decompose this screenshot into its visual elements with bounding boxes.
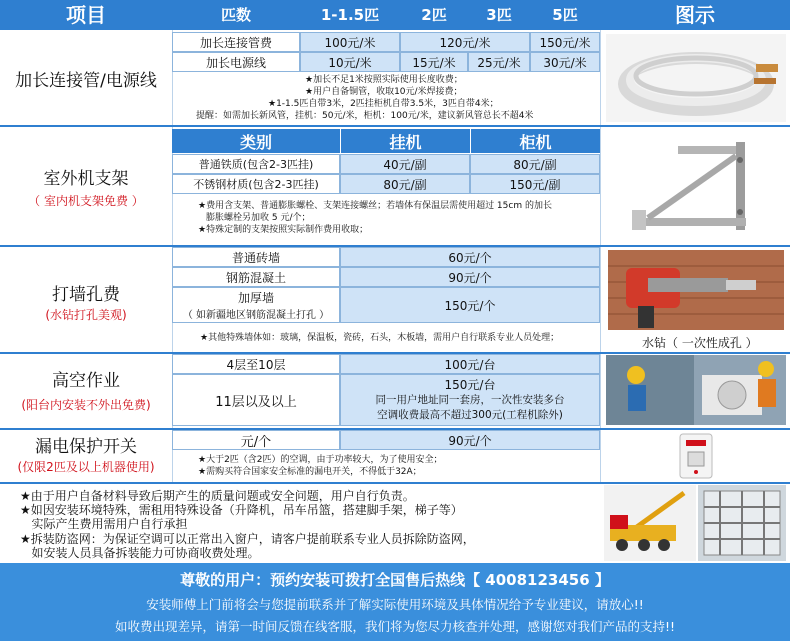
pipe-row1-label: 加长连接管费 bbox=[172, 32, 300, 52]
drill-row2-val: 90元/个 bbox=[340, 267, 600, 287]
highwork-row2-val3: 空调收费最高不超过300元(工程机除外) bbox=[377, 408, 563, 421]
pipe-note-3: ★1-1.5匹自带3米，2匹挂柜机自带3.5米，3匹自带4米； bbox=[268, 99, 499, 109]
header-hp5: 5匹 bbox=[552, 6, 578, 24]
footer-line2: 安装师傅上门前将会与您提前联系并了解实际使用环境及具体情况给予专业建议，请放心!! bbox=[146, 597, 644, 612]
pipe-coil-image bbox=[606, 34, 786, 122]
bracket-row2-cab: 150元/副 bbox=[470, 174, 600, 194]
pipe-note-1: ★加长不足1米按照实际使用长度收费； bbox=[305, 75, 463, 85]
pipe-note-2: ★用户自备铜管，收取10元/米焊接费； bbox=[305, 87, 463, 97]
general-note-1: ★由于用户自备材料导致后期产生的质量问题或安全问题，用户自行负责。 bbox=[20, 489, 415, 503]
drill-subtitle: (水钻打孔美观) bbox=[45, 308, 127, 322]
leak-switch-image bbox=[660, 432, 730, 480]
section-divider-1 bbox=[0, 125, 790, 127]
bracket-image bbox=[608, 132, 784, 240]
pipe-row2-v5: 30元/米 bbox=[530, 52, 600, 72]
bracket-subtitle: （ 室内机支架免费 ） bbox=[28, 194, 144, 208]
highwork-row2-val1: 150元/台 bbox=[444, 377, 496, 392]
pipe-row2-label: 加长电源线 bbox=[172, 52, 300, 72]
general-note-4: ★拆装防盗网：为保证空调可以正常出入窗户，请客户提前联系专业人员拆除防盗网， bbox=[20, 532, 475, 546]
leak-title: 漏电保护开关 bbox=[35, 437, 137, 457]
leak-note-1: ★大于2匹（含2匹）的空调，由于功率较大，为了使用安全； bbox=[198, 455, 443, 465]
pipe-row2-v3: 25元/米 bbox=[468, 52, 530, 72]
highwork-row1-val: 100元/台 bbox=[340, 354, 600, 374]
bracket-row2-wall: 80元/副 bbox=[340, 174, 470, 194]
bracket-note-2: 膨胀螺栓另加收 5 元/个； bbox=[206, 213, 311, 223]
window-guard-image bbox=[698, 485, 786, 561]
bracket-title: 室外机支架 bbox=[43, 169, 129, 189]
leak-subtitle: (仅限2匹及以上机器使用) bbox=[17, 460, 155, 474]
pipe-row2-v2: 15元/米 bbox=[400, 52, 468, 72]
highwork-image bbox=[606, 355, 786, 425]
general-note-2: ★如因安装环境特殊，需租用特殊设备（升降机，吊车吊篮，搭建脚手架，梯子等） bbox=[20, 503, 463, 517]
bracket-note-3: ★特殊定制的支架按照实际制作费用收取； bbox=[198, 225, 369, 235]
bracket-head-cabinet: 柜机 bbox=[471, 129, 600, 153]
drill-row3-val: 150元/个 bbox=[340, 287, 600, 323]
drill-note: ★其他特殊墙体如：玻璃，保温板，瓷砖，石头，木板墙，需用户自行联系专业人员处理； bbox=[200, 333, 560, 343]
general-note-3: 实际产生费用需用户自行承担 bbox=[20, 517, 188, 531]
pipe-note-4: 提醒：如需加长新风管，挂机：50元/米，柜机：100元/米，建议新风管总长不超4米 bbox=[196, 111, 534, 121]
bracket-row1-label: 普通铁质(包含2-3匹挂) bbox=[172, 154, 340, 174]
highwork-subtitle: (阳台内安装不外出免费) bbox=[21, 398, 151, 412]
highwork-title: 高空作业 bbox=[52, 371, 120, 391]
crane-image bbox=[604, 485, 696, 561]
footer-line3: 如收费出现差异，请第一时间反馈在线客服，我们将为您尽力核查并处理，感谢您对我们产品的支持!! bbox=[114, 619, 676, 634]
section-divider-5 bbox=[0, 482, 790, 484]
header-hp: 匹数 bbox=[220, 6, 251, 24]
pipe-row1-v5: 150元/米 bbox=[530, 32, 600, 52]
drill-row2-label: 钢筋混凝土 bbox=[172, 267, 340, 287]
header-hp2: 2匹 bbox=[421, 6, 447, 24]
bracket-head-type: 类别 bbox=[172, 129, 340, 153]
drill-row1-val: 60元/个 bbox=[340, 247, 600, 267]
highwork-row2-val2: 同一用户地址同一套房，一次性安装多台 bbox=[375, 393, 565, 406]
bracket-note-1: ★费用含支架、普通膨胀螺栓、支架连接螺丝；若墙体有保温层需使用超过 15cm 的加长 bbox=[198, 201, 552, 211]
highwork-row1-label: 4层至10层 bbox=[172, 354, 340, 374]
bracket-row1-cab: 80元/副 bbox=[470, 154, 600, 174]
leak-unit: 元/个 bbox=[172, 430, 340, 450]
header-image: 图示 bbox=[675, 3, 715, 27]
drill-row3-label-cell bbox=[172, 287, 340, 323]
drill-title: 打墙孔费 bbox=[52, 285, 120, 305]
image-column-divider bbox=[600, 30, 601, 482]
header-item: 项目 bbox=[66, 3, 106, 27]
bracket-head-wall: 挂机 bbox=[341, 129, 470, 153]
drill-caption: 水钻（ 一次性成孔 ） bbox=[642, 336, 758, 350]
bracket-row1-wall: 40元/副 bbox=[340, 154, 470, 174]
drill-image bbox=[608, 250, 784, 330]
general-note-5: 如安装人员具备拆装能力可协商收费处理。 bbox=[20, 546, 260, 560]
header-hp3: 3匹 bbox=[486, 6, 512, 24]
pipe-row2-v1: 10元/米 bbox=[300, 52, 400, 72]
pipe-row1-v1: 100元/米 bbox=[300, 32, 400, 52]
header-hp1: 1-1.5匹 bbox=[320, 6, 380, 24]
drill-row1-label: 普通砖墙 bbox=[172, 247, 340, 267]
bracket-row2-label: 不锈钢材质(包含2-3匹挂) bbox=[172, 174, 340, 194]
highwork-row2-cell bbox=[340, 374, 600, 426]
highwork-row2-label: 11层以及以上 bbox=[172, 374, 340, 426]
footer-hotline: 尊敬的用户：预约安装可拨打全国售后热线【 4008123456 】 bbox=[180, 571, 610, 589]
leak-note-2: ★需购买符合国家安全标准的漏电开关，不得低于32A； bbox=[198, 467, 422, 477]
leak-val: 90元/个 bbox=[340, 430, 600, 450]
pipe-row1-v23: 120元/米 bbox=[400, 32, 530, 52]
drill-row3-label: 加厚墙 bbox=[237, 291, 274, 305]
drill-row3-sub: （ 如新疆地区钢筋混凝土打孔 ） bbox=[182, 310, 330, 321]
pipe-title: 加长连接管/电源线 bbox=[15, 71, 157, 91]
